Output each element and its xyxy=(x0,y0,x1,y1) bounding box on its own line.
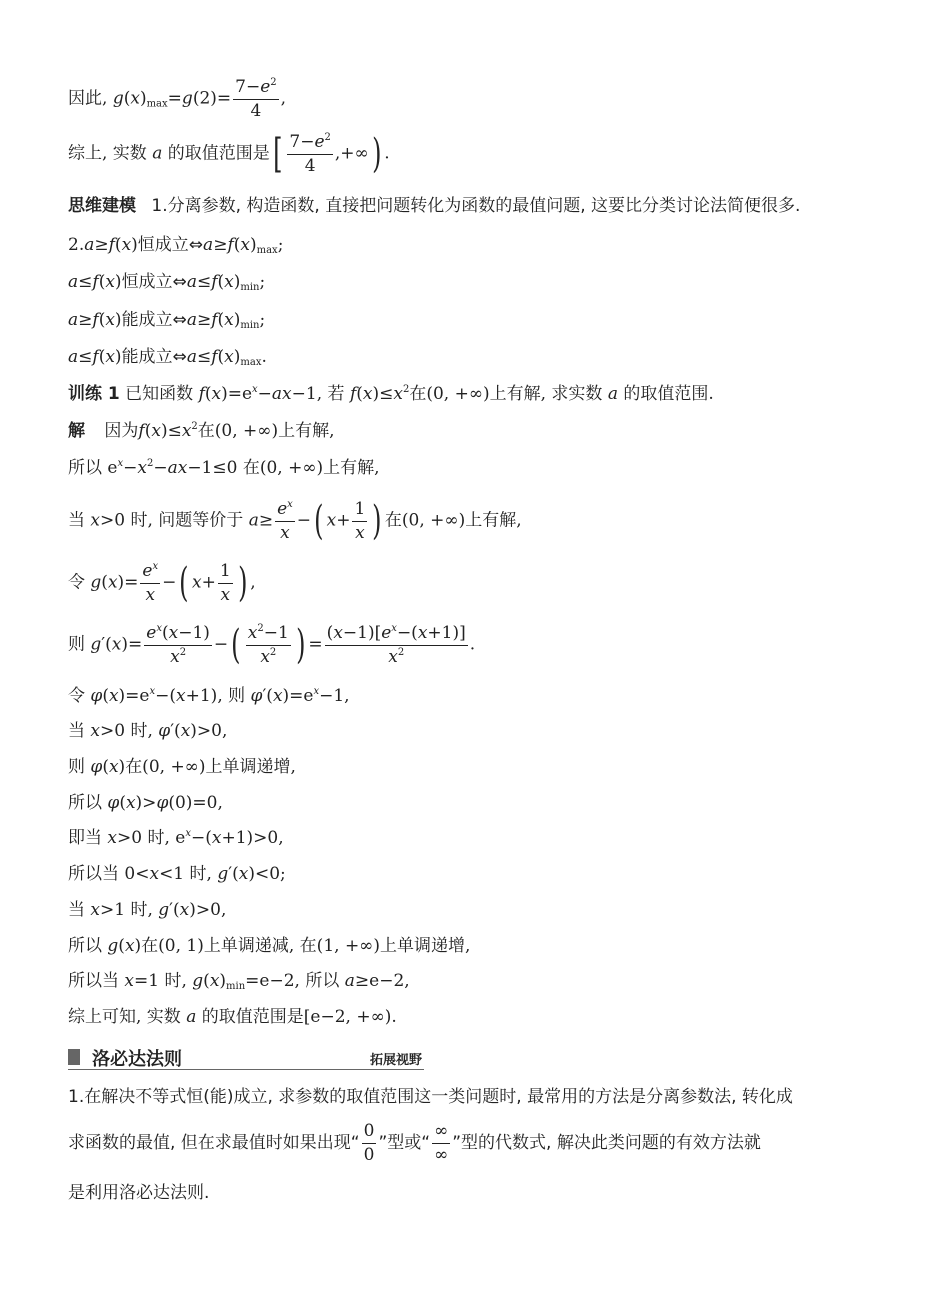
rule-ge-can: a≥f(x)能成立$\Leftrightarrow a\ge f(x)_{min}$; xyxy=(68,310,266,331)
paragraph-line-2: 求函数的最值, 但在求最值时如果出现“ $\frac{0}{0}$ ”型或“ $\frac{\infty}{\infty}$ ”型的代数式, 解决此类问题的有效方法就 xyxy=(68,1121,761,1165)
rule-le-always: a≤f(x)恒成立$\Leftrightarrow a\le f(x)_{min}$; xyxy=(68,272,266,293)
conclusion-range: 综上, 实数 a 的取值范围是[ $\frac{7-e^2}{4}$ ,+∞) . xyxy=(68,131,390,178)
solution-line-1: 解 因为$f(x)\le x^2$在(0, +∞)上有解, xyxy=(68,421,335,441)
conclusion-gmax: 因此, $g(x)_{max}=g(2)=$ $\frac{7-e^2}{4}$ , xyxy=(68,77,287,121)
thinking-model: 思维建模 1.分离参数, 构造函数, 直接把问题转化为函数的最值问题, 这要比分类讨论法简便很多. xyxy=(68,196,801,216)
exercise-1: 训练 1 已知函数 $f(x)=e^x-ax-1$, 若 $f(x)\le x^2$在(0, +∞)上有解, 求实数 a 的取值范围. xyxy=(68,384,714,404)
solution-line-7: 当 x>0 时, φ′(x)>0, xyxy=(68,721,228,741)
section-tag: 拓展视野 xyxy=(369,1053,422,1068)
solution-line-15: 综上可知, 实数 a 的取值范围是[e−2, +∞). xyxy=(68,1007,397,1027)
solution-line-10: 即当 x>0 时, $e^x-(x+1)>0$, xyxy=(68,828,284,848)
section-marker-icon xyxy=(68,1049,80,1065)
rule-ge-always: 2.a≥f(x)恒成立$\Leftrightarrow a\ge f(x)_{max}$; xyxy=(68,235,284,256)
paragraph-line-3: 是利用洛必达法则. xyxy=(68,1183,210,1203)
paragraph-line-1: 1.在解决不等式恒(能)成立, 求参数的取值范围这一类问题时, 最常用的方法是分离参数法, 转化成 xyxy=(68,1087,793,1107)
solution-line-2: 所以 $e^x-x^2-ax-1\le 0$ 在(0, +∞)上有解, xyxy=(68,458,380,478)
solution-line-11: 所以当 0<x<1 时, g′(x)<0; xyxy=(68,864,286,884)
solution-line-8: 则 φ(x)在(0, +∞)上单调递增, xyxy=(68,757,296,777)
solution-line-4: 令 g(x)= $\frac{e^x}{x}$ −( x+ $\frac{1}{x}$ ) , xyxy=(68,560,256,607)
solution-line-14: 所以当 x=1 时, $g(x)_{min}=e-2$, 所以 a≥e−2, xyxy=(68,971,410,992)
rule-le-can: a≤f(x)能成立$\Leftrightarrow a\le f(x)_{max}$. xyxy=(68,347,267,368)
solution-line-9: 所以 φ(x)>φ(0)=0, xyxy=(68,793,223,813)
section-title: 洛必达法则 xyxy=(92,1049,182,1070)
solution-line-12: 当 x>1 时, g′(x)>0, xyxy=(68,900,227,920)
solution-line-3: 当 x>0 时, 问题等价于 a≥ $\frac{e^x}{x}$ −( x+ $\frac{1}{x}$ ) 在(0, +∞)上有解, xyxy=(68,498,522,545)
section-header-lhopital xyxy=(68,1045,424,1070)
solution-line-5: 则 g′(x)= $\frac{e^x(x-1)}{x^2}$ −( $\frac{x^2-1}{x^2}$ ) = $\frac{(x-1)[e^x-(x+1)]}{x^2}$ . xyxy=(68,622,476,669)
solution-line-13: 所以 g(x)在(0, 1)上单调递减, 在(1, +∞)上单调递增, xyxy=(68,936,471,956)
solution-line-6: 令 $\varphi(x)=e^x-(x+1)$, 则 $\varphi'(x)=e^x-1$, xyxy=(68,686,350,706)
